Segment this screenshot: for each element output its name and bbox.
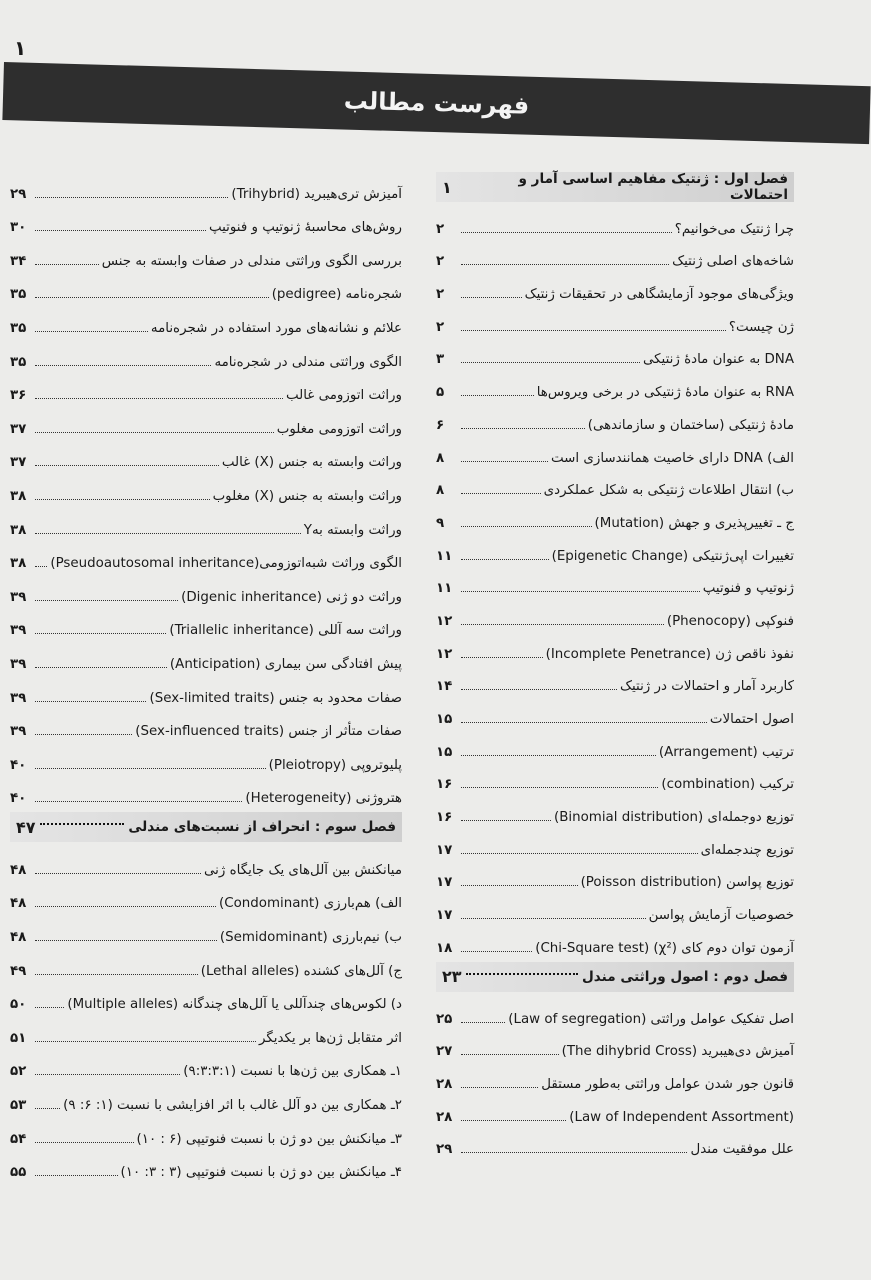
- page-ref: ۴۰: [10, 791, 27, 807]
- leader-dots: [35, 1142, 134, 1143]
- page-ref: ۴۰: [10, 757, 27, 773]
- page-ref: ۲۸: [436, 1109, 453, 1125]
- leader-dots: [35, 974, 198, 975]
- toc-entry-title: فنوکپی (Phenocopy): [666, 613, 794, 629]
- toc-entry: [436, 994, 794, 1027]
- toc-entry-title: نفوذ ناقص ژن (Incomplete Penetrance): [545, 646, 794, 662]
- toc-entry: [10, 1012, 402, 1046]
- leader-dots: [35, 1041, 256, 1042]
- page-ref: ۱۲: [436, 613, 453, 629]
- leader-dots: [35, 1074, 180, 1075]
- toc-entry: [10, 844, 402, 878]
- toc-entry: [10, 605, 402, 639]
- toc-entry-title: وراثت اتوزومی مغلوب: [276, 421, 402, 437]
- toc-entry: [436, 1125, 794, 1158]
- toc-entry-title: ب) نیم‌بارزی (Semidominant): [219, 930, 402, 946]
- toc-entry-title: اصول احتمالات: [709, 712, 794, 727]
- leader-dots: [40, 823, 125, 825]
- page-ref: ۵۳: [10, 1098, 27, 1114]
- toc-entry: [436, 1027, 794, 1060]
- toc-entry-title: خصوصیات آزمایش پواسن: [648, 908, 794, 924]
- toc-entry: [10, 638, 402, 672]
- toc-entry-title: وراثت وابسته به جنس (X) مغلوب: [212, 488, 402, 504]
- toc-entry-title: میانکنش بین آلل‌های یک جایگاه ژنی: [204, 862, 402, 878]
- toc-entry-title: علائم و نشانه‌های مورد استفاده در شجره‌نامه: [150, 320, 402, 336]
- toc-entry: [436, 1059, 794, 1092]
- leader-dots: [461, 1087, 538, 1088]
- toc-entry-title: الف) DNA دارای خاصیت همانندسازی است: [551, 450, 794, 466]
- leader-dots: [35, 465, 219, 466]
- page-ref: ۳۴: [10, 253, 27, 269]
- toc-entry: [10, 269, 402, 303]
- toc-entry: [10, 370, 402, 404]
- toc-entry-title: ۲ـ همکاری بین دو آلل غالب با اثر افزایشی با نسبت (۱: ۶: ۹): [63, 1098, 402, 1114]
- toc-entry-title: علل موفقیت مندل: [690, 1142, 794, 1158]
- toc-entry: [10, 336, 402, 370]
- page-ref: ۳۵: [10, 287, 27, 303]
- page-ref: ۱۸: [436, 940, 453, 956]
- toc-entry: [10, 235, 402, 269]
- toc-entry: [10, 504, 402, 538]
- page-ref: ۲۷: [436, 1044, 453, 1060]
- leader-dots: [35, 1108, 60, 1109]
- page-ref: ۵۵: [10, 1165, 27, 1181]
- leader-dots: [35, 533, 301, 534]
- toc-entry: [436, 923, 794, 956]
- toc-entry-title: آمیزش دی‌هیبرید (The dihybrid Cross): [561, 1044, 794, 1060]
- page-ref: ۳: [436, 352, 445, 368]
- leader-dots: [461, 493, 541, 494]
- page-ref: ۲: [436, 287, 445, 303]
- page-ref: ۳۰: [10, 220, 27, 236]
- page-ref: ۵: [436, 385, 445, 401]
- page-number: ۱: [14, 36, 27, 60]
- leader-dots: [461, 526, 592, 527]
- leader-dots: [35, 365, 211, 366]
- leader-dots: [35, 1007, 64, 1008]
- leader-dots: [461, 395, 534, 396]
- leader-dots: [461, 428, 585, 429]
- toc-entry-title: صفات محدود به جنس (Sex-limited traits): [149, 690, 402, 706]
- toc-entry: [436, 760, 794, 793]
- leader-dots: [461, 787, 658, 788]
- leader-dots: [35, 1175, 118, 1176]
- leader-dots: [461, 559, 549, 560]
- toc-entry: [436, 890, 794, 923]
- toc-entry-title: ترکیب (combination): [661, 777, 794, 793]
- leader-dots: [35, 197, 228, 198]
- toc-entry: [10, 878, 402, 912]
- toc-entry-title: الگوی وراثتی مندلی در شجره‌نامه: [214, 354, 402, 370]
- leader-dots: [35, 499, 210, 500]
- toc-entry: [10, 979, 402, 1013]
- leader-dots: [461, 1152, 687, 1153]
- chapter-title: فصل دوم : اصول وراثتی مندل: [582, 968, 788, 985]
- toc-entry-title: چرا ژنتیک می‌خوانیم؟: [674, 221, 794, 237]
- leader-dots: [461, 297, 522, 298]
- leader-dots: [461, 885, 578, 886]
- page-title: فهرست مطالب: [343, 86, 530, 120]
- leader-dots: [35, 801, 242, 802]
- page-ref: ۳۹: [10, 589, 27, 605]
- chapter-title: فصل اول : ژنتیک مفاهیم اساسی آمار و احتمالات: [518, 171, 788, 203]
- page-ref: ۸: [436, 450, 445, 466]
- leader-dots: [461, 657, 543, 658]
- toc-entry: [10, 437, 402, 471]
- page-ref: ۳۷: [10, 455, 27, 471]
- toc-entry-title: آمیزش تری‌هیبرید (Trihybrid): [231, 186, 402, 202]
- toc-entry: [436, 727, 794, 760]
- page-ref: ۴۸: [10, 862, 27, 878]
- toc-entry: [10, 470, 402, 504]
- toc-entry: [436, 237, 794, 270]
- toc-entry: [436, 662, 794, 695]
- leader-dots: [35, 633, 166, 634]
- toc-entry-title: DNA به عنوان مادهٔ ژنتیکی: [643, 352, 794, 368]
- leader-dots: [461, 330, 726, 331]
- leader-dots: [35, 297, 269, 298]
- toc-entry-title: ۳ـ میانکنش بین دو ژن با نسبت فنوتیپی (۶ : ۱۰): [136, 1131, 402, 1147]
- page-ref: ۵۲: [10, 1064, 27, 1080]
- toc-entry: [436, 792, 794, 825]
- toc-entry-title: ژن چیست؟: [728, 319, 794, 335]
- leader-dots: [461, 362, 640, 363]
- toc-entry: [436, 564, 794, 597]
- chapter-heading: [436, 962, 794, 992]
- toc-entry-title: هتروژنی (Heterogeneity): [245, 791, 402, 807]
- toc-entry-title: ۱ـ همکاری بین ژن‌ها با نسبت (۹:۳:۳:۱): [183, 1064, 402, 1080]
- toc-entry-title: الگوی وراثت شبه‌اتوزومی(Pseudoautosomal inheritance): [50, 556, 402, 572]
- toc-entry-title: وراثت وابسته بهY: [303, 522, 402, 538]
- leader-dots: [35, 701, 146, 702]
- leader-dots: [35, 906, 216, 907]
- leader-dots: [35, 873, 201, 874]
- page-ref: ۱۱: [436, 581, 453, 597]
- page-ref: ۲: [436, 319, 445, 335]
- page-ref: ۲۵: [436, 1011, 453, 1027]
- page-ref: ۲۸: [436, 1076, 453, 1092]
- toc-entry: [436, 466, 794, 499]
- page-ref: ۲: [436, 254, 445, 270]
- leader-dots: [461, 1120, 566, 1121]
- toc-entry: [436, 825, 794, 858]
- page-ref: ۱۲: [436, 646, 453, 662]
- page-ref: ۳۵: [10, 354, 27, 370]
- toc-entry-title: وراثت سه آللی (Triallelic inheritance): [169, 623, 402, 639]
- page-ref: ۲۳: [442, 967, 462, 987]
- toc-entry: [10, 1079, 402, 1113]
- page-ref: ۳۸: [10, 522, 27, 538]
- leader-dots: [35, 600, 178, 601]
- page-ref: ۱۵: [436, 744, 453, 760]
- toc-entry-title: ترتیب (Arrangement): [658, 744, 794, 760]
- toc-entry-title: وراثت اتوزومی غالب: [286, 388, 402, 404]
- page-ref: ۵۱: [10, 1030, 27, 1046]
- leader-dots: [461, 591, 700, 592]
- toc-entry: [10, 403, 402, 437]
- toc-entry-title: شجره‌نامه (pedigree): [271, 287, 402, 303]
- toc-entry: [10, 202, 402, 236]
- leader-dots: [35, 566, 47, 567]
- leader-dots: [461, 722, 707, 723]
- leader-dots: [461, 1054, 559, 1055]
- toc-entry: [10, 739, 402, 773]
- leader-dots: [461, 232, 672, 233]
- page-ref: ۴۸: [10, 896, 27, 912]
- toc-entry: [10, 672, 402, 706]
- toc-entry-title: قانون جور شدن عوامل وراثتی به‌طور مستقل: [541, 1076, 794, 1092]
- toc-entry-title: ب) انتقال اطلاعات ژنتیکی به شکل عملکردی: [543, 483, 794, 499]
- page-ref: ۳۷: [10, 421, 27, 437]
- toc-entry-title: توزیع دوجمله‌ای (Binomial distribution): [553, 810, 794, 826]
- toc-right-column: [436, 172, 794, 1157]
- leader-dots: [461, 918, 646, 919]
- page-ref: ۴۷: [16, 817, 36, 837]
- toc-entry: [10, 168, 402, 202]
- toc-entry: [10, 706, 402, 740]
- page-ref: ۳۹: [10, 623, 27, 639]
- page-ref: ۵۰: [10, 997, 27, 1013]
- page-ref: ۱۵: [436, 712, 453, 727]
- toc-entry-title: شاخه‌های اصلی ژنتیک: [672, 254, 794, 270]
- toc-entry-title: پلیوتروپی (Pleiotropy): [268, 757, 402, 773]
- page-ref: ۳۸: [10, 556, 27, 572]
- page-ref: ۱۱: [436, 548, 453, 564]
- toc-entry-title: ویژگی‌های موجود آزمایشگاهی در تحقیقات ژنتیک: [524, 287, 794, 303]
- toc-entry-title: اثر متقابل ژن‌ها بر یکدیگر: [258, 1030, 402, 1046]
- leader-dots: [35, 264, 99, 265]
- leader-dots: [35, 667, 167, 668]
- toc-entry: [436, 694, 794, 727]
- page-ref: ۱۶: [436, 810, 453, 826]
- page-ref: ۹: [436, 515, 445, 531]
- page-ref: ۳۶: [10, 388, 27, 404]
- chapter-title: فصل سوم : انحراف از نسبت‌های مندلی: [128, 819, 396, 836]
- toc-entry: [436, 433, 794, 466]
- toc-entry: [436, 400, 794, 433]
- toc-entry: [436, 629, 794, 662]
- toc-left-column: [10, 168, 402, 1180]
- toc-entry-title: تغییرات اپی‌ژنتیکی (Epigenetic Change): [551, 548, 794, 564]
- toc-entry: [436, 204, 794, 237]
- toc-entry-title: کاربرد آمار و احتمالات در ژنتیک: [620, 679, 794, 695]
- toc-entry-title: RNA به عنوان مادهٔ ژنتیکی در برخی ویروس‌ها: [536, 385, 794, 401]
- leader-dots: [35, 734, 132, 735]
- leader-dots: [35, 331, 148, 332]
- leader-dots: [461, 951, 532, 952]
- page-ref: ۳۵: [10, 320, 27, 336]
- page-ref: ۸: [436, 483, 445, 499]
- toc-entry: [436, 858, 794, 891]
- page-ref: ۳۹: [10, 690, 27, 706]
- toc-entry: [10, 302, 402, 336]
- page-ref: ۳۹: [10, 724, 27, 740]
- leader-dots: [461, 853, 698, 854]
- toc-entry: [436, 367, 794, 400]
- toc-entry-title: ژنوتیپ و فنوتیپ: [702, 581, 794, 597]
- page-ref: ۴۸: [10, 930, 27, 946]
- toc-entry-title: مادهٔ ژنتیکی (ساختمان و سازماندهی): [587, 417, 794, 433]
- page-ref: ۳۹: [10, 656, 27, 672]
- toc-entry: [10, 1147, 402, 1181]
- toc-entry-title: بررسی الگوی وراثتی مندلی در صفات وابسته به جنس: [101, 253, 402, 269]
- page-ref: ۴۹: [10, 963, 27, 979]
- toc-entry: [10, 773, 402, 807]
- toc-entry-title: الف) هم‌بارزی (Condominant): [219, 896, 402, 912]
- chapter-heading: [10, 812, 402, 842]
- toc-entry-title: پیش افتادگی سن بیماری (Anticipation): [169, 656, 402, 672]
- chapter-heading: [436, 172, 794, 202]
- leader-dots: [461, 1022, 505, 1023]
- leader-dots: [466, 973, 578, 975]
- toc-entry: [10, 1046, 402, 1080]
- toc-entry-title: ۴ـ میانکنش بین دو ژن با نسبت فنوتیپی (۳ : ۳: ۱۰): [120, 1165, 402, 1181]
- leader-dots: [35, 768, 266, 769]
- toc-entry-title: توزیع چندجمله‌ای: [700, 842, 794, 858]
- leader-dots: [461, 755, 656, 756]
- toc-entry-title: وراثت وابسته به جنس (X) غالب: [221, 455, 402, 471]
- page-ref: ۲۹: [436, 1142, 453, 1158]
- page-ref: ۱۷: [436, 875, 453, 891]
- toc-entry: [436, 531, 794, 564]
- toc-entry: [10, 571, 402, 605]
- page-ref: ۱۴: [436, 679, 453, 695]
- toc-entry-title: آزمون توان دوم کای (χ²) (Chi-Square test): [535, 940, 794, 956]
- page-ref: ۳۸: [10, 488, 27, 504]
- page-ref: ۵۴: [10, 1131, 27, 1147]
- toc-entry-title: ج) آلل‌های کشنده (Lethal alleles): [200, 963, 402, 979]
- leader-dots: [35, 432, 274, 433]
- toc-entry: [436, 596, 794, 629]
- toc-entry: [10, 911, 402, 945]
- page-ref: ۶: [436, 417, 445, 433]
- page-ref: ۱۷: [436, 842, 453, 858]
- toc-entry: [436, 269, 794, 302]
- leader-dots: [35, 940, 217, 941]
- leader-dots: [461, 624, 664, 625]
- toc-entry: [10, 1113, 402, 1147]
- toc-entry-title: (Law of Independent Assortment): [569, 1109, 794, 1125]
- toc-entry-title: اصل تفکیک عوامل وراثتی (Law of segregation): [508, 1011, 794, 1027]
- toc-entry: [436, 302, 794, 335]
- page-ref: ۲۹: [10, 186, 27, 202]
- leader-dots: [461, 264, 669, 265]
- leader-dots: [35, 398, 283, 399]
- toc-entry-title: روش‌های محاسبهٔ ژنوتیپ و فنوتیپ: [208, 220, 402, 236]
- toc-entry-title: صفات متأثر از جنس (Sex-influenced traits): [135, 724, 402, 740]
- page-ref: ۱: [442, 177, 452, 197]
- toc-entry: [436, 1092, 794, 1125]
- leader-dots: [35, 230, 206, 231]
- toc-entry-title: وراثت دو ژنی (Digenic inheritance): [181, 589, 402, 605]
- toc-entry: [10, 538, 402, 572]
- toc-entry-title: توزیع پواسن (Poisson distribution): [580, 875, 794, 891]
- leader-dots: [461, 689, 617, 690]
- leader-dots: [461, 461, 548, 462]
- title-banner: [2, 62, 870, 144]
- page-ref: ۲: [436, 221, 445, 237]
- leader-dots: [461, 820, 551, 821]
- toc-entry: [436, 498, 794, 531]
- toc-entry: [10, 945, 402, 979]
- page-ref: ۱۶: [436, 777, 453, 793]
- page-ref: ۱۷: [436, 908, 453, 924]
- toc-entry: [436, 335, 794, 368]
- toc-entry-title: ج ـ تغییرپذیری و جهش (Mutation): [594, 515, 794, 531]
- toc-entry-title: د) لکوس‌های چندآللی یا آلل‌های چندگانه (Multiple alleles): [67, 997, 402, 1013]
